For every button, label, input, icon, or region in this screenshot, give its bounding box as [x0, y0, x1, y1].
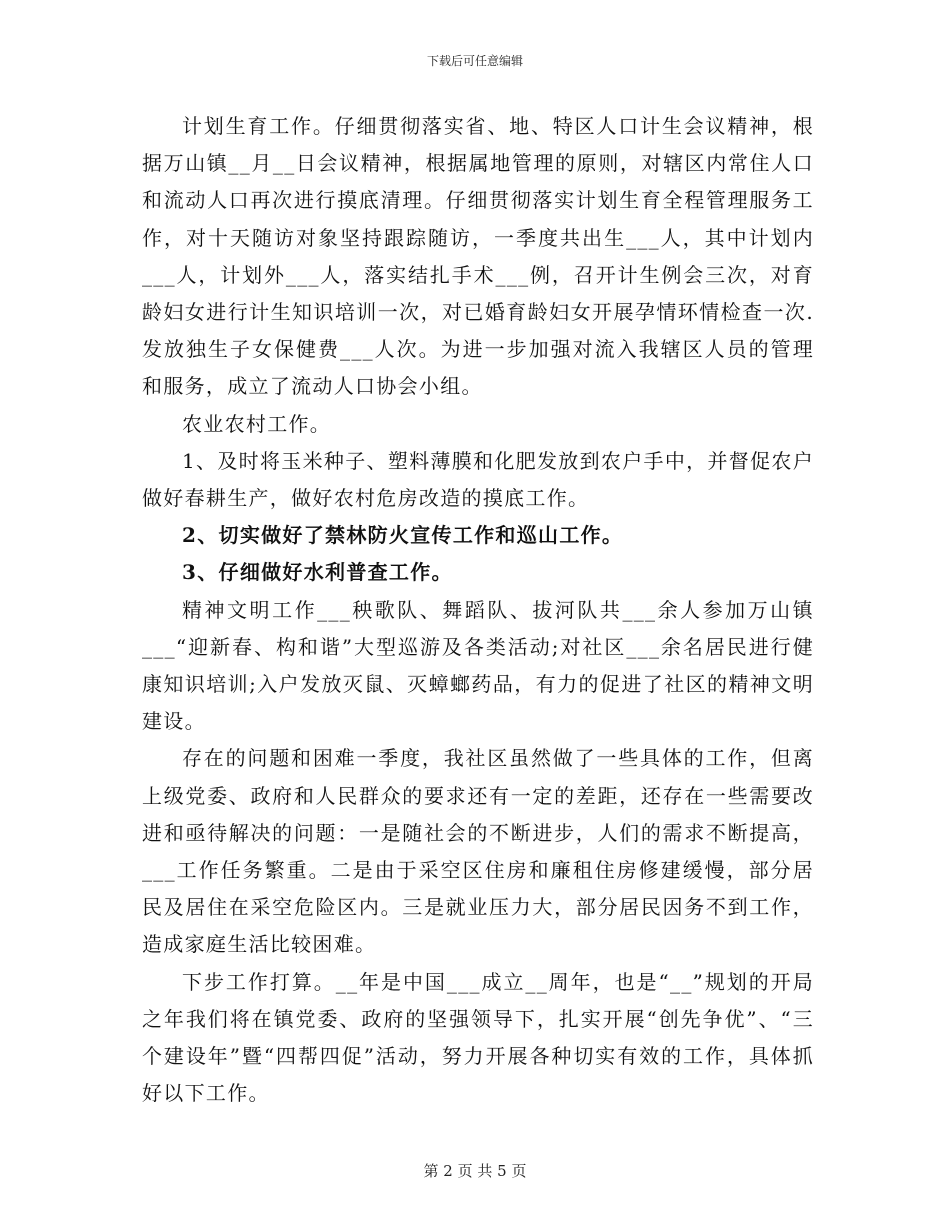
paragraph-next-steps: 下步工作打算。__年是中国___成立__周年，也是“__”规划的开局之年我们将在镇党委、政府的坚强领导下，扎实开展“创先争优”、“三个建设年”暨“四帮四促”活动，努力开展各种切实有效的工作，具体抓好以下工作。 — [142, 969, 814, 1106]
page-header: 下载后可任意编辑 — [426, 54, 523, 68]
paragraph-agriculture-heading: 农业农村工作。 — [182, 411, 332, 436]
paragraph-agriculture-item-3: 3、仔细做好水利普查工作。 — [182, 560, 453, 585]
page-footer: 第 2 页 共 5 页 — [423, 1162, 527, 1180]
paragraph-agriculture-item-2: 2、切实做好了禁林防火宣传工作和巡山工作。 — [182, 523, 624, 548]
paragraph-agriculture-item-1: 1、及时将玉米种子、塑料薄膜和化肥发放到农户手中，并督促农户做好春耕生产，做好农村危房改造的摸底工作。 — [142, 448, 814, 511]
document-body — [142, 108, 814, 1112]
paragraph-problems: 存在的问题和困难一季度，我社区虽然做了一些具体的工作，但离上级党委、政府和人民群众的要求还有一定的差距，还存在一些需要改进和亟待解决的问题：一是随社会的不断进步，人们的需求不断提高，___工作任务繁重。二是由于采空区住房和廉租住房修建缓慢，部分居民及居住在采空危险区内。三是就业压力大，部分居民因务不到工作，造成家庭生活比较困难。 — [142, 746, 814, 957]
paragraph-spiritual-civilization: 精神文明工作___秧歌队、舞蹈队、拔河队共___余人参加万山镇___“迎新春、构和谐”大型巡游及各类活动;对社区___余名居民进行健康知识培训;入户发放灭鼠、灭蟑螂药品，有力的促进了社区的精神文明建设。 — [142, 597, 814, 734]
paragraph-family-planning: 计划生育工作。仔细贯彻落实省、地、特区人口计生会议精神，根据万山镇__月__日会议精神，根据属地管理的原则，对辖区内常住人口和流动人口再次进行摸底清理。仔细贯彻落实计划生育全程管理服务工作，对十天随访对象坚持跟踪随访，一季度共出生___人，其中计划内___人，计划外___人，落实结扎手术___例，召开计生例会三次，对育龄妇女进行计生知识培训一次，对已婚育龄妇女开展孕情环情检查一次.发放独生子女保健费___人次。为进一步加强对流入我辖区人员的管理和服务，成立了流动人口协会小组。 — [142, 114, 814, 399]
